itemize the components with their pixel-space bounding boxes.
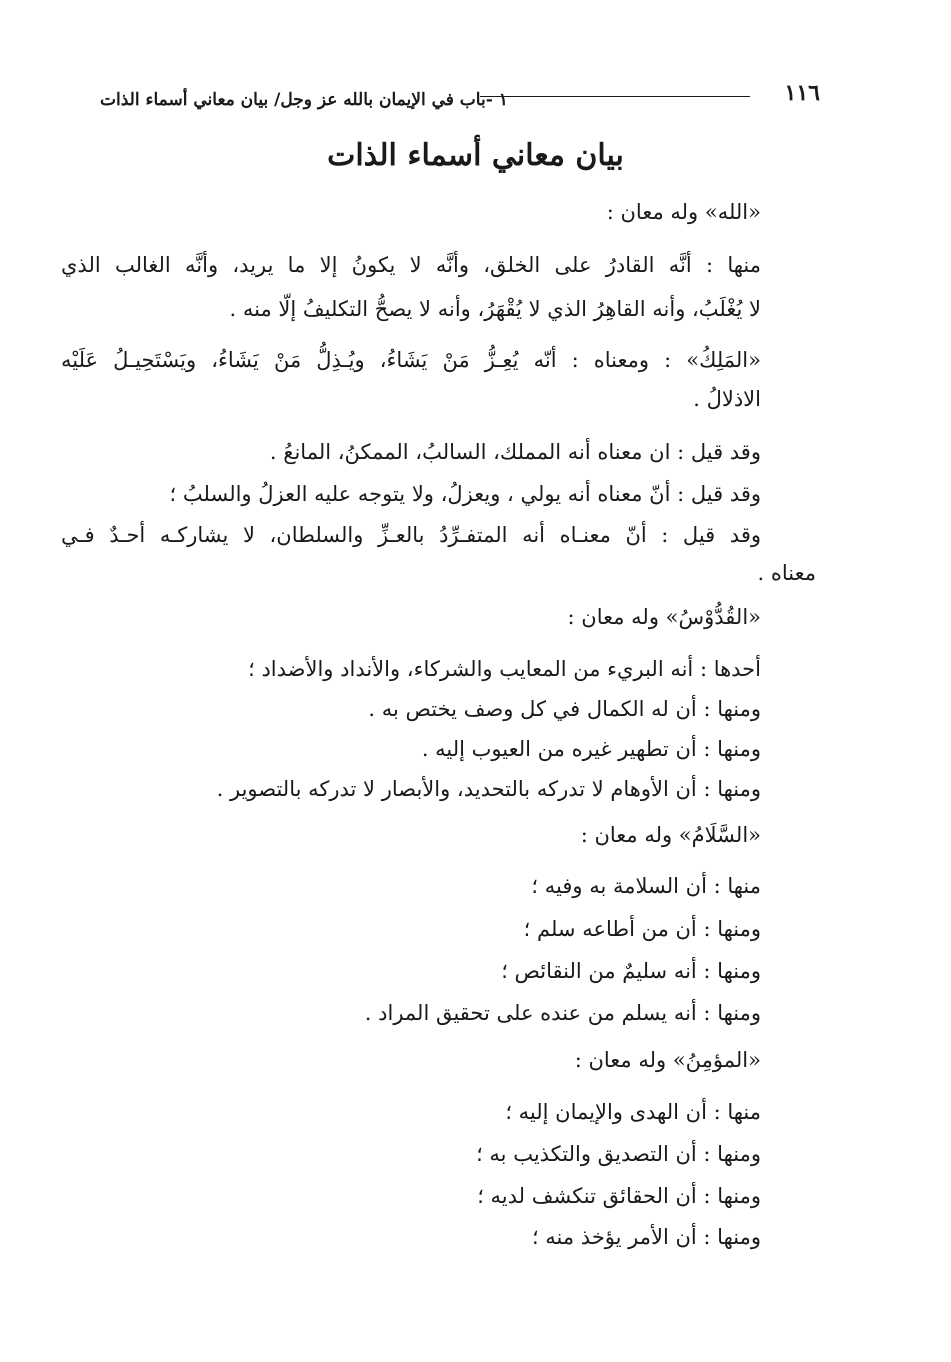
- text-line: «المَلِكُ» : ومعناه : أنّه يُعِـزُّ مَنْ يَشَاءُ، ويُـذِلُّ مَنْ يَشَاءُ، ويَسْتَحِيـلُ عَلَيْه: [61, 348, 761, 372]
- page-number: ١١٦: [784, 80, 820, 106]
- text-line: لا يُغْلَبُ، وأنه القاهِرُ الذي لا يُقْهَرُ، وأنه لا يصحُّ التكليفُ إلّا منه .: [229, 297, 761, 321]
- text-line: معناه .: [757, 561, 816, 585]
- text-line: «المؤمِنُ» وله معان :: [574, 1048, 761, 1072]
- text-line: ومنها : أنه سليمٌ من النقائص ؛: [501, 959, 761, 983]
- text-line: ومنها : أنه يسلم من عنده على تحقيق المراد .: [364, 1001, 761, 1025]
- text-line: منها : أنَّه القادرُ على الخلق، وأنَّه لا يكونُ إلا ما يريد، وأنَّه الغالب الذي: [61, 253, 761, 277]
- text-line: ومنها : أن الحقائق تنكشف لديه ؛: [477, 1184, 761, 1208]
- text-line: وقد قيل : أنّ معنـاه أنه المتفـرِّدُ بالعـزِّ والسلطان، لا يشاركـه أحـدٌ فـي: [61, 523, 761, 547]
- section-title: بيان معاني أسماء الذات: [327, 138, 624, 173]
- text-line: «السَّلَامُ» وله معان :: [580, 823, 761, 847]
- text-line: وقد قيل : ان معناه أنه المملك، السالبُ، الممكنُ، المانعُ .: [269, 440, 761, 464]
- text-line: ومنها : أن له الكمال في كل وصف يختص به .: [368, 697, 761, 721]
- running-head: ١ -باب في الإيمان بالله عز وجل/ بيان معاني أسماء الذات: [100, 90, 508, 110]
- header-rule: [480, 96, 750, 97]
- text-line: ومنها : أن من أطاعه سلم ؛: [523, 917, 761, 941]
- text-line: منها : أن الهدى والإيمان إليه ؛: [505, 1100, 761, 1124]
- text-line: الاذلالُ .: [693, 387, 761, 411]
- text-line: ومنها : أن تطهير غيره من العيوب إليه .: [421, 737, 761, 761]
- text-line: منها : أن السلامة به وفيه ؛: [531, 874, 761, 898]
- text-line: وقد قيل : أنّ معناه أنه يولي ، ويعزلُ، ولا يتوجه عليه العزلُ والسلبُ ؛: [169, 482, 761, 506]
- page-header: [100, 80, 820, 120]
- text-line: ومنها : أن التصديق والتكذيب به ؛: [476, 1142, 761, 1166]
- text-line: ومنها : أن الأوهام لا تدركه بالتحديد، والأبصار لا تدركه بالتصوير .: [216, 777, 761, 801]
- text-line: أحدها : أنه البريء من المعايب والشركاء، والأنداد والأضداد ؛: [248, 657, 761, 681]
- text-line: «القُدُّوْسُ» وله معان :: [567, 605, 761, 629]
- text-line: «الله» وله معان :: [606, 200, 761, 224]
- text-line: ومنها : أن الأمر يؤخذ منه ؛: [531, 1225, 761, 1249]
